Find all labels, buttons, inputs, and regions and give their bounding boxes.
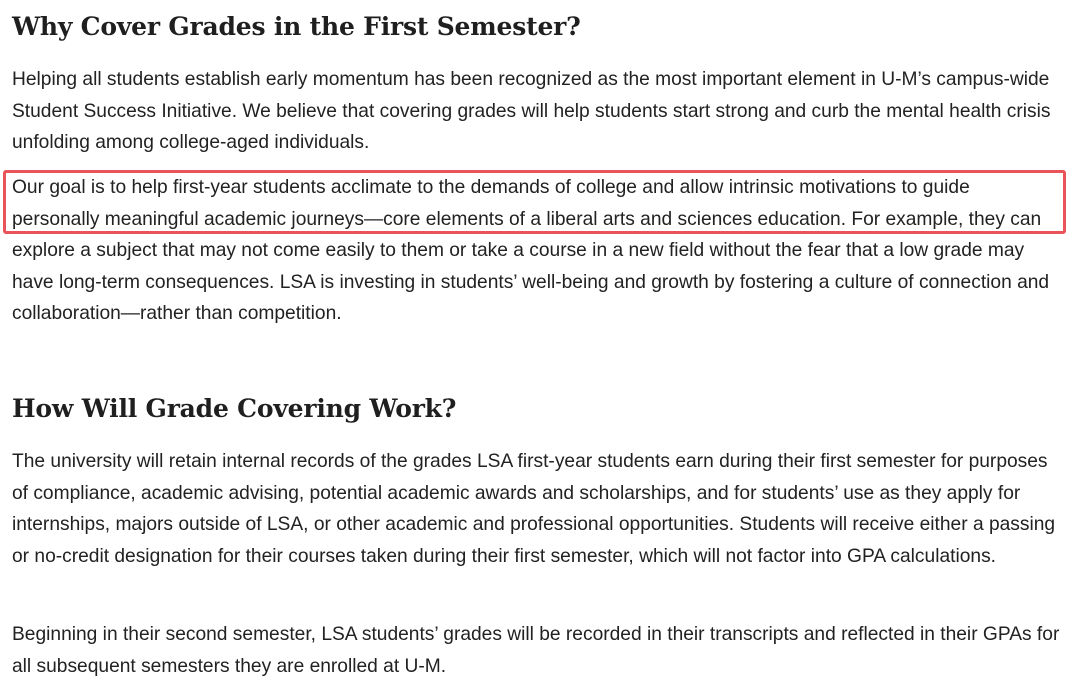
paragraph-our-goal: Our goal is to help first-year students acclimate to the demands of college and allow intrinsic motivations to guide personally meaningful academic journeys—core elements of a liberal arts and sciences education. For example, they can explore a subject that may not come easily to them or take a course in a new field without the fear that a low grade may have long-term consequences. LSA is investing in students’ well-being and growth by fostering a culture of connection and collaboration—rather than competition. bbox=[12, 177, 1050, 325]
paragraph-second-semester: Beginning in their second semester, LSA students’ grades will be recorded in their transcripts and reflected in their GPAs for all subsequent semesters they are enrolled at U-M. bbox=[12, 624, 1060, 677]
section-heading-how-grade-covering-works: How Will Grade Covering Work? bbox=[12, 394, 457, 423]
paragraph-internal-records: The university will retain internal records of the grades LSA first-year students earn during their first semester for purposes of compliance, academic advising, potential academic awards and scholarships, and for students’ use as they apply for internships, majors outside of LSA, or other academic and professional opportunities. Students will receive either a passing or no-credit designation for their courses taken during their first semester, which will not factor into GPA calculations. bbox=[12, 451, 1056, 567]
section-heading-why-cover-grades: Why Cover Grades in the First Semester? bbox=[12, 12, 581, 41]
paragraph-student-success: Helping all students establish early momentum has been recognized as the most important element in U-M’s campus-wide Student Success Initiative. We believe that covering grades will help students start strong and curb the mental health crisis unfolding among college-aged individuals. bbox=[12, 69, 1051, 154]
